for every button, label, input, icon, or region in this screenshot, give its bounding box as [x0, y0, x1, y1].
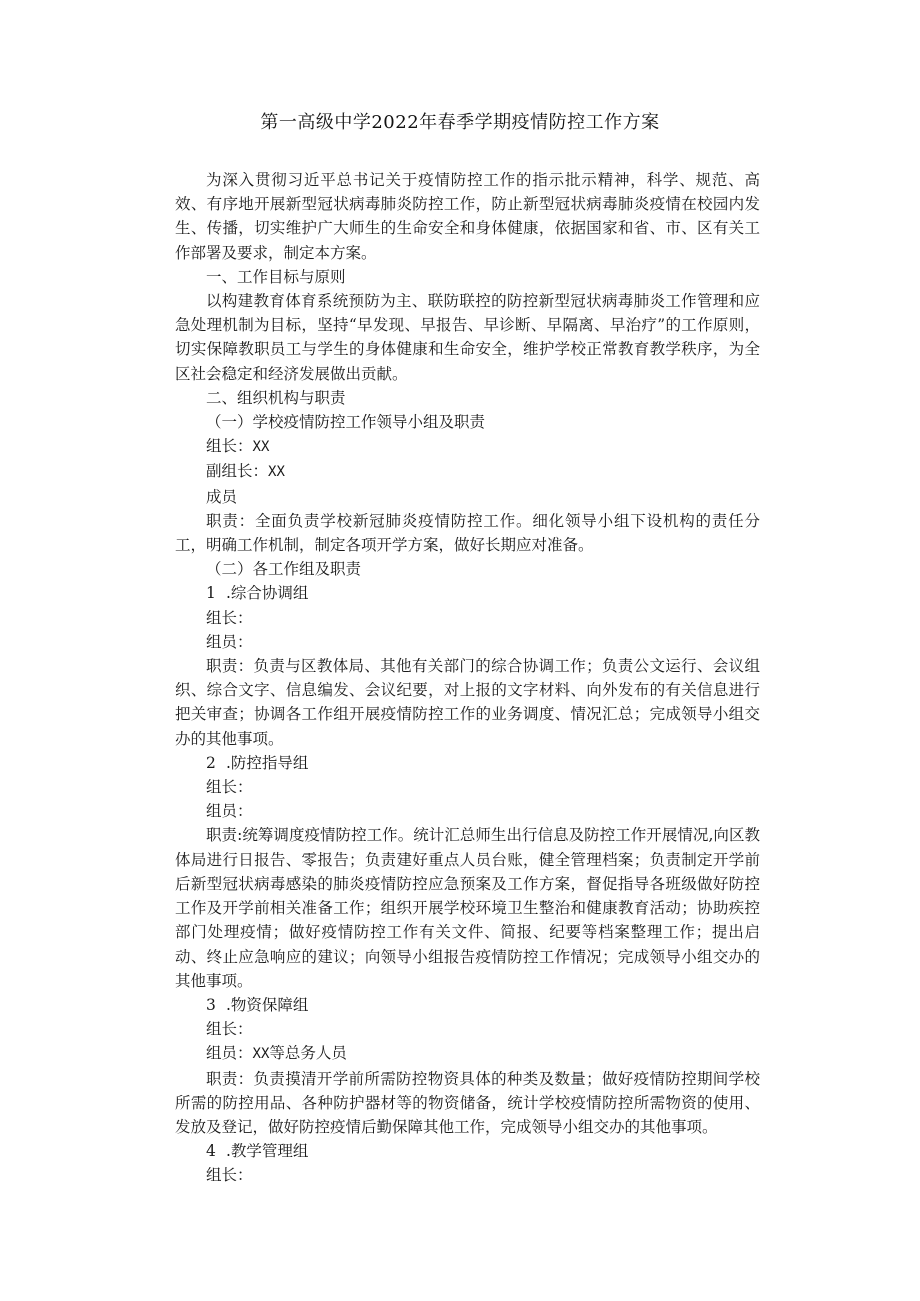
group2-members: 组员：: [206, 802, 253, 821]
group3-members-label: 组员：: [206, 1044, 253, 1063]
document-title: 第一高级中学2022年春季学期疫情防控工作方案: [260, 112, 660, 133]
group4-heading: [175, 1139, 760, 1163]
group1-duty: 职责：负责与区教体局、其他有关部门的综合协调工作；负责公文运行、会议组织、综合文字、信息编发、会议纪要，对上报的文字材料、向外发布的有关信息进行把关审查；协调各工作组开展疫情防控工作的业务调度、情况汇总；完成领导小组交办的其他事项。: [175, 657, 760, 748]
sub1-duty: 职责：全面负责学校新冠肺炎疫情防控工作。细化领导小组下设机构的责任分工，明确工作机制，制定各项开学方案，做好长期应对准备。: [175, 511, 760, 555]
document-body: [175, 168, 760, 1188]
group1-members: 组员：: [206, 632, 253, 651]
group1-name: .综合协调组: [226, 584, 309, 603]
section1-body: 以构建教育体育系统预防为主、联防联控的防控新型冠状病毒肺炎工作管理和应急处理机制为目标，坚持“早发现、早报告、早诊断、早隔离、早治疗”的工作原则，切实保障教职员工与学生的身体健康和生命安全，维护学校正常教育教学秩序，为全区社会稳定和经济发展做出贡献。: [175, 292, 760, 383]
sub1-heading: （一）学校疫情防控工作领导小组及职责: [206, 413, 486, 432]
sub1-members: 成员: [206, 487, 238, 506]
group4-number: 4: [206, 1142, 216, 1161]
sub1-deputy-value: XX: [268, 464, 285, 481]
sub1-leader: [175, 434, 760, 459]
group3-duty: 职责：负责摸清开学前所需防控物资具体的种类及数量；做好疫情防控期间学校所需的防控用品、各种防护器材等的物资储备，统计学校疫情防控所需物资的使用、发放及登记，做好防控疫情后勤保障其他工作，完成领导小组交办的其他事项。: [175, 1069, 760, 1136]
group2-heading: [175, 751, 760, 775]
group4-leader: 组长：: [206, 1166, 253, 1185]
group1-heading: [175, 581, 760, 605]
group3-members: [175, 1041, 760, 1066]
section1-heading: 一、工作目标与原则: [206, 267, 346, 286]
group3-members-suffix: 等总务人员: [269, 1044, 347, 1063]
group3-number: 3: [206, 995, 216, 1014]
sub2-heading: （二）各工作组及职责: [206, 560, 362, 579]
group3-leader: 组长：: [206, 1020, 253, 1039]
group2-number: 2: [206, 753, 216, 772]
group1-leader: 组长：: [206, 608, 253, 627]
group2-duty: 职责:统筹调度疫情防控工作。统计汇总师生出行信息及防控工作开展情况,向区教体局进行日报告、零报告；负责建好重点人员台账，健全管理档案；负责制定开学前后新型冠状病毒感染的肺炎疫情防控应急预案及工作方案，督促指导各班级做好防控工作及开学前相关准备工作；组织开展学校环境卫生整治和健康教育活动；协助疾控部门处理疫情；做好疫情防控工作有关文件、简报、纪要等档案整理工作；提出启动、终止应急响应的建议；向领导小组报告疫情防控工作情况；完成领导小组交办的其他事项。: [175, 826, 760, 990]
sub1-leader-label: 组长：: [206, 437, 253, 456]
sub1-deputy: [175, 459, 760, 484]
group2-leader: 组长：: [206, 778, 253, 797]
section2-heading: 二、组织机构与职责: [206, 388, 346, 407]
intro-paragraph: 为深入贯彻习近平总书记关于疫情防控工作的指示批示精神，科学、规范、高效、有序地开展新型冠状病毒肺炎防控工作，防止新型冠状病毒肺炎疫情在校园内发生、传播，切实维护广大师生的生命安全和身体健康，依据国家和省、市、区有关工作部署及要求，制定本方案。: [175, 171, 760, 262]
group2-name: .防控指导组: [226, 753, 309, 772]
group3-name: .物资保障组: [226, 995, 309, 1014]
sub1-leader-value: XX: [252, 439, 270, 456]
group3-members-value: XX: [252, 1046, 270, 1063]
sub1-deputy-label: 副组长：: [206, 462, 269, 481]
group3-heading: [175, 993, 760, 1017]
group1-number: 1: [206, 584, 216, 603]
group4-name: .教学管理组: [226, 1142, 309, 1161]
